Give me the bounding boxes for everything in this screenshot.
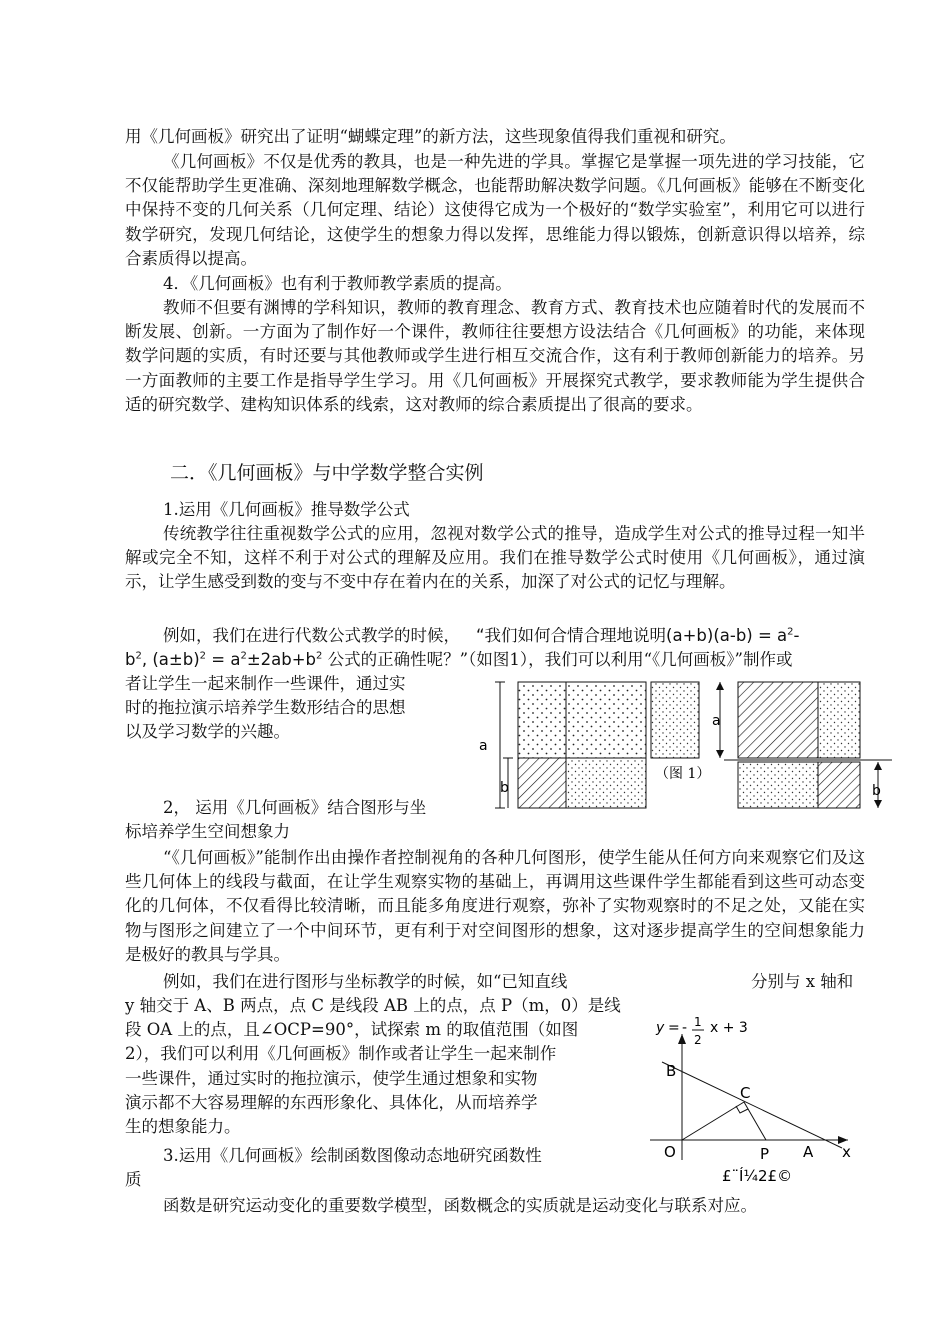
- p8-line: 段 OA 上的点，且∠OCP=90°，试探索 m 的取值范围（如图: [125, 1020, 579, 1040]
- fig1-square-a2-left: [518, 682, 566, 758]
- p6-sup-1: 2: [787, 626, 794, 638]
- fig2-eq-rest: x + 3: [710, 1020, 748, 1036]
- p6-minus: -: [793, 626, 800, 645]
- fig2-segment-oc: [682, 1102, 744, 1140]
- paragraph-6-line-3: 者让学生一起来制作一些课件，通过实: [125, 674, 406, 693]
- fig2-right-angle: [736, 1106, 748, 1113]
- fig2-label-p: P: [760, 1145, 770, 1163]
- paragraph-6-line-1: [163, 624, 800, 648]
- paragraph-8-line-1a: 例如，我们在进行图形与坐标教学的时候，如“已知直线: [163, 972, 568, 991]
- paragraph-6-line-2: [125, 648, 792, 672]
- fig1-arrow: [716, 682, 724, 690]
- paragraph-8-line-1b: 分别与 x 轴和: [751, 972, 854, 991]
- fig2-eq-y: y: [656, 1020, 665, 1036]
- paragraph-5: 传统教学往往重视数学公式的应用，忽视对数学公式的推导，造成学生对公式的推导过程一知半解或完全不知，这样不利于对公式的理解及应用。我们在推导数学公式时使用《几何画板》，通过演示，让学生感受到数的变与不变中存在着内在的关系，加深了对公式的记忆与理解。: [125, 524, 865, 592]
- fig1-arrow: [874, 762, 882, 770]
- fig1-label-a-left: a: [479, 738, 488, 754]
- fig2-segment-cp: [744, 1102, 766, 1140]
- fig1-arrow: [874, 800, 882, 808]
- fig1-square-b2: [518, 758, 566, 808]
- p8-line: 2），我们可以利用《几何画板》制作或者让学生一起来制作: [125, 1044, 557, 1064]
- fig2-eq-minus: -: [682, 1020, 688, 1036]
- fig1-right-dots-top: [818, 682, 860, 758]
- p6-sup-3: 2: [199, 650, 207, 662]
- fig2-label-o: O: [664, 1143, 676, 1161]
- fig1-right-dots-bottom: [738, 762, 818, 808]
- fig2-label-a: A: [803, 1143, 814, 1161]
- paragraph-7: “《几何画板》”能制作出由操作者控制视角的各种几何图形，使学生能从任何方向来观察它们及这些几何体上的线段与截面，在让学生观察实物的基础上，再调用这些课件学生都能看到这些可动态变化的几何体，不仅看得比较清晰，而且能多角度进行观察，弥补了实物观察时的不足之处，又能在实物与图形之间建立了一个中间环节，更有利于对空间图形的想象，这对逐步提高学生的空间想象能力是极好的教具与学具。: [125, 848, 865, 964]
- paragraph-3: 4．《几何画板》也有利于教师教学素质的提高。: [163, 274, 512, 293]
- paragraph-4: 教师不但要有渊博的学科知识，教师的教育理念、教育方式、教育技术也应随着时代的发展而不断发展、创新。一方面为了制作好一个课件，教师往往要想方设法结合《几何画板》的功能，来体现数学问题的实质，有时还要与其他教师或学生进行相互交流合作，这有利于教师创新能力的培养。另一方面教师的主要工作是指导学生学习。用《几何画板》开展探究式教学，要求教师能为学生提供合适的研究数学、建构知识体系的线索，这对教师的综合素质提出了很高的要求。: [125, 298, 865, 414]
- fig2-label-c: C: [740, 1084, 751, 1102]
- p6-text-e: 公式的正确性呢？”（如图1），我们可以利用“《几何画板》”制作或: [322, 650, 793, 669]
- p6-b: b: [125, 650, 136, 669]
- p8-line: 生的想象能力。: [125, 1117, 241, 1137]
- paragraph-9: 函数是研究运动变化的重要数学模型，函数概念的实质就是运动变化与联系对应。: [163, 1196, 757, 1215]
- paragraph-1: 用《几何画板》研究出了证明“蝴蝶定理”的新方法，这些现象值得我们重视和研究。: [125, 127, 736, 146]
- subsection-1-title: 1.运用《几何画板》推导数学公式: [163, 500, 410, 519]
- fig2-eq-num: 1: [694, 1015, 702, 1029]
- paragraph-8-body: [125, 994, 625, 1139]
- p6-formula-3: = a: [206, 650, 241, 669]
- p6-text-a: 例如，我们在进行代数公式教学的时候，: [163, 626, 460, 645]
- section-heading-2: 二．《几何画板》与中学数学整合实例: [170, 462, 484, 484]
- subsection-2-line-2: 标培养学生空间想象力: [125, 822, 290, 841]
- fig1-rect-ab: [566, 758, 646, 808]
- fig1-right-hatch-bottom: [818, 762, 860, 808]
- p6-sup-4: 2: [240, 650, 247, 662]
- subsection-3-line-1: 3.运用《几何画板》绘制函数图像动态地研究函数性: [163, 1146, 542, 1165]
- paragraph-6-line-5: 以及学习数学的兴趣。: [125, 722, 290, 741]
- fig1-label-b-left: b: [500, 780, 509, 796]
- fig1-middle-strip: [651, 682, 699, 758]
- figure-2: [640, 1010, 870, 1190]
- fig1-label-a-right: a: [712, 713, 721, 729]
- fig1-label-b-right: b: [872, 783, 881, 799]
- p6-sup-5: 2: [316, 650, 323, 662]
- fig2-line-ab: [662, 1062, 842, 1148]
- p8-line: 演示都不大容易理解的东西形象化、具体化，从而培养学: [125, 1092, 538, 1112]
- p6-sup-2: 2: [135, 650, 142, 662]
- fig2-eq-den: 2: [694, 1033, 702, 1047]
- fig2-eq-equals: =: [668, 1020, 680, 1036]
- subsection-3-line-2: 质: [125, 1170, 142, 1189]
- fig2-label-b: B: [666, 1062, 677, 1080]
- fig1-square-a2-right: [566, 682, 646, 758]
- p8-line: 一些课件，通过实时的拖拉演示，使学生通过想象和实物: [125, 1068, 538, 1088]
- subsection-2-line-1: 2， 运用《几何画板》结合图形与坐: [163, 798, 427, 817]
- fig1-caption: （图 1）: [655, 766, 711, 782]
- paragraph-2: 《几何画板》不仅是优秀的教具，也是一种先进的学具。掌握它是掌握一项先进的学习技能，它不仅能帮助学生更准确、深刻地理解数学概念，也能帮助解决数学问题。《几何画板》能够在不断变化中保持不变的几何关系（几何定理、结论）这使得它成为一个极好的“数学实验室”，利用它可以进行数学研究，发现几何结论，这使学生的想象力得以发挥，思维能力得以锻炼，创新意识得以培养，综合素质得以提高。: [125, 152, 865, 268]
- fig2-caption: £¨Í¼2£©: [722, 1167, 793, 1185]
- p6-formula-1: “我们如何合情合理地说明(a+b)(a-b) = a: [476, 626, 788, 645]
- fig1-arrow: [716, 750, 724, 758]
- p6-formula-4: ±2ab+b: [246, 650, 317, 669]
- fig1-right-hatch-top: [738, 682, 818, 758]
- figure-1: [475, 672, 895, 818]
- p8-line: y 轴交于 A、B 两点，点 C 是线段 AB 上的点，点 P（m，0）是线: [125, 996, 621, 1015]
- p6-formula-2: , (a±b): [141, 650, 200, 669]
- fig2-label-x: x: [842, 1143, 851, 1161]
- paragraph-6-line-4: 时的拖拉演示培养学生数形结合的思想: [125, 698, 406, 717]
